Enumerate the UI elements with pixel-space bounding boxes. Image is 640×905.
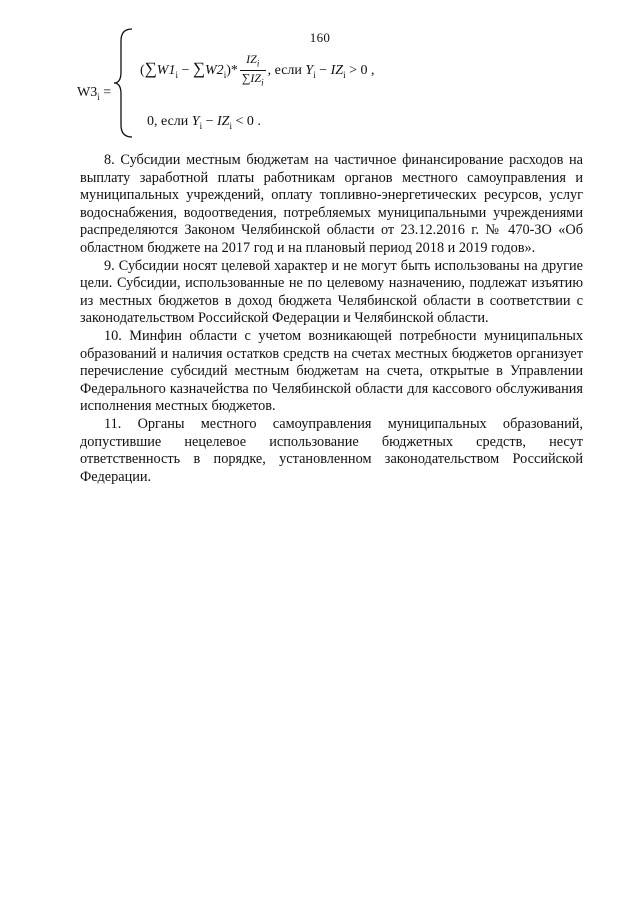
cond-minus: − (315, 63, 331, 79)
denominator-sum-iz: ∑IZ (241, 71, 262, 86)
minus-sign: − (177, 63, 193, 79)
numerator-iz: IZ (246, 52, 257, 66)
fraction (240, 52, 266, 90)
formula-case-2 (147, 114, 261, 131)
cond-iz-sub: i (343, 69, 346, 80)
cond-relation: > 0 , (345, 63, 375, 79)
cond-y-sub: i (313, 69, 316, 80)
formula-w3 (0, 0, 640, 160)
cond-iz: IZ (216, 114, 230, 129)
formula-case-1 (140, 52, 374, 90)
formula-lhs (77, 85, 111, 102)
cond-minus: − (202, 114, 217, 129)
close-paren-multiply: )* (226, 63, 238, 79)
case2-value: 0, если (147, 114, 192, 129)
term-w2: W2 (205, 63, 224, 79)
lhs-symbol: W3 (77, 85, 98, 100)
cond-y-sub: i (199, 120, 203, 131)
lhs-subscript: i (97, 91, 100, 102)
cond-y: Y (305, 63, 314, 79)
fraction-numerator (240, 52, 266, 71)
fraction-denominator (240, 71, 266, 89)
condition-prefix: , если (267, 63, 306, 79)
cond-y: Y (191, 114, 200, 129)
numerator-sub: i (256, 58, 260, 69)
denominator-sub: i (261, 77, 264, 88)
lhs-equals: = (99, 85, 112, 100)
sum-symbol: ∑ (192, 59, 206, 79)
term-w2-sub: i (223, 69, 227, 80)
document-body (80, 152, 583, 486)
open-paren: ( (140, 63, 145, 79)
left-brace-icon (112, 27, 136, 139)
sum-symbol: ∑ (144, 59, 157, 79)
cond-iz-sub: i (229, 120, 232, 131)
page-number: 160 (309, 30, 331, 45)
term-w1-sub: i (175, 69, 178, 80)
paragraph-9: 9. Субсидии носят целевой характер и не могут быть использованы на другие цели. Субсидии, использованные не по целевому назначению, подлежат изъятию из местных бюджетов в доход бюджета Челябинской области в соответствии с законодательством Российской Федерации и Челябинской области. (80, 257, 583, 327)
paragraph-8: 8. Субсидии местным бюджетам на частичное финансирование расходов на выплату заработной платы работникам органов местного самоуправления и муниципальных учреждений, оплату топливно-энергетических ресурсов, услуг водоснабжения, водоотведения, потребляемых муниципальными учреждениями распределяются Законом Челябинской области от 23.12.2016 г. № 470-ЗО «Об областном бюджете на 2017 год и на плановый период 2018 и 2019 годов». (80, 152, 583, 256)
cond-iz: IZ (330, 63, 344, 79)
paragraph-10: 10. Минфин области с учетом возникающей потребности муниципальных образований и наличия остатков средств на счетах местных бюджетов организует перечисление субсидий местным бюджетам на счета, открытые в Управлении Федерального казначейства по Челябинской области для кассового обслуживания исполнения местных бюджетов. (80, 327, 583, 415)
cond-relation: < 0 . (231, 114, 261, 129)
term-w1: W1 (156, 63, 176, 79)
paragraph-11: 11. Органы местного самоуправления муниципальных образований, допустившие нецелевое использование бюджетных средств, несут ответственность в порядке, установленном законодательством Российской Федерации. (80, 415, 583, 485)
